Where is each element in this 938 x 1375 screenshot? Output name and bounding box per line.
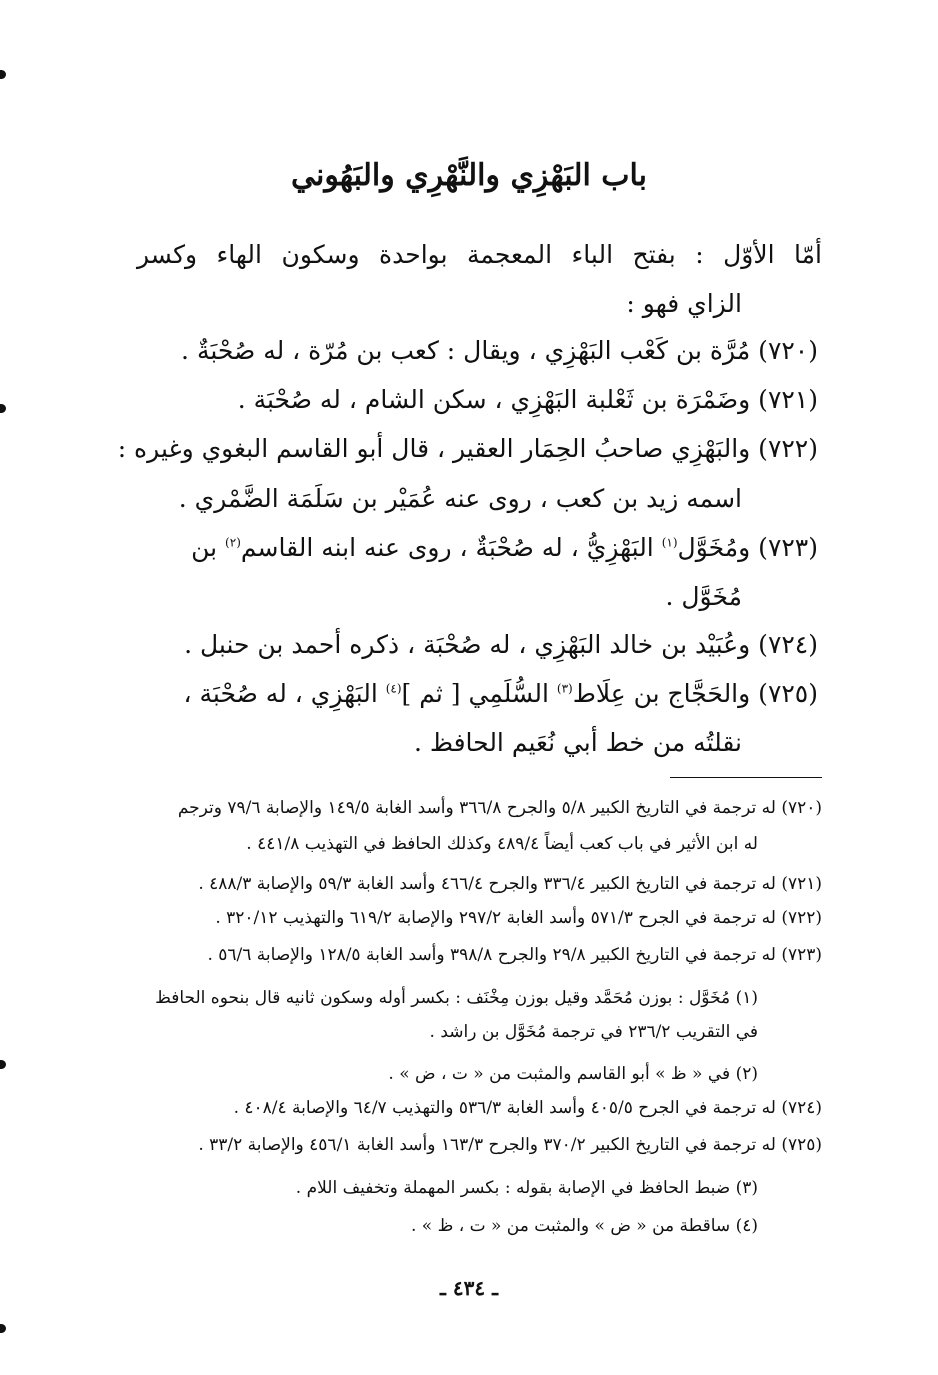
footnote-2	[388, 1062, 758, 1086]
footnote-text: له ترجمة في التاريخ الكبير ٢٩/٨ والجرح ٣٩٨/٨ وأسد الغابة ١٢٨/٥ والإصابة ٥٦/٦ .	[207, 945, 776, 965]
footnote-number: (٧٢٤)	[781, 1098, 822, 1118]
footnote-number: (٤)	[735, 1216, 758, 1236]
entry-continuation: اسمه زيد بن كعب ، روى عنه عُمَيْر بن سَلَمَة الضَّمْري .	[178, 484, 742, 513]
footnote-ref: (٤)	[385, 681, 402, 696]
footnote-number: (٧٢٢)	[781, 908, 822, 928]
entry-text: مُرَّة بن كَعْب البَهْزِي ، ويقال : كعب بن مُرّة ، له صُحْبَةٌ .	[181, 336, 751, 365]
footnote-text: مُخَوَّل : بوزن مُحَمَّد وقيل بوزن مِخْنَف : بكسر أوله وسكون ثانيه قال بنحوه الحافظ	[155, 988, 731, 1008]
entry-text: والبَهْزِي صاحبُ الحِمَار العقير ، قال أبو القاسم البغوي وغيره :	[117, 434, 751, 463]
chapter-title: باب البَهْزِي والنَّهْرِي والبَهُوني	[290, 158, 648, 193]
footnote-continuation: له ابن الأثير في باب كعب أيضاً ٤٨٩/٤ وكذلك الحافظ في التهذيب ٤٤١/٨ .	[246, 834, 758, 854]
intro-line: أمّا الأوّل : بفتح الباء المعجمة بواحدة وسكون الهاء وكسر	[137, 240, 822, 269]
entry-continuation: مُخَوَّل .	[665, 582, 742, 611]
binding-hole-mark	[0, 1060, 6, 1069]
footnote-number: (٧٢٠)	[781, 798, 822, 818]
footnote-text: له ترجمة في التاريخ الكبير ٣٣٦/٤ والجرح ٤٦٦/٤ وأسد الغابة ٥٩/٣ والإصابة ٤٨٨/٣ .	[198, 874, 776, 894]
entry-text: البَهْزِيُّ ، له صُحْبَةٌ ، روى عنه ابنه القاسم	[240, 533, 662, 562]
entry-number: (٧٢١)	[758, 385, 818, 414]
binding-hole-mark	[0, 70, 6, 79]
entry-721	[238, 383, 818, 417]
entry-text: والحَجَّاج بن عِلَاط	[572, 679, 751, 708]
entry-text: بن	[191, 533, 226, 562]
footnote-text: له ترجمة في التاريخ الكبير ٥/٨ والجرح ٣٦٦/٨ وأسد الغابة ١٤٩/٥ والإصابة ٧٩/٦ وترجم	[177, 798, 776, 818]
entry-number: (٧٢٢)	[758, 434, 818, 463]
footnote-1	[155, 986, 758, 1010]
entry-720	[181, 334, 818, 368]
footnote-text: ساقطة من « ض » والمثبت من « ت ، ظ » .	[410, 1216, 731, 1236]
entry-725	[184, 677, 818, 711]
binding-hole-mark	[0, 1324, 6, 1333]
footnote-number: (٧٢١)	[781, 874, 822, 894]
footnote-722	[215, 906, 822, 930]
entry-number: (٧٢٤)	[758, 630, 818, 659]
footnote-ref: (٢)	[225, 535, 241, 550]
entry-722	[118, 432, 818, 466]
footnote-text: ضبط الحافظ في الإصابة بقوله : بكسر المهملة وتخفيف اللام .	[295, 1178, 731, 1198]
footnote-text: له ترجمة في الجرح ٥٧١/٣ وأسد الغابة ٢٩٧/٢ والإصابة ٦١٩/٢ والتهذيب ٣٢٠/١٢ .	[215, 908, 776, 928]
entry-text: ومُخَوَّل	[677, 533, 751, 562]
footnote-number: (١)	[735, 988, 758, 1008]
entry-number: (٧٢٠)	[758, 336, 818, 365]
footnote-text: له ترجمة في الجرح ٤٠٥/٥ وأسد الغابة ٥٣٦/٣ والتهذيب ٦٤/٧ والإصابة ٤٠٨/٤ .	[233, 1098, 776, 1118]
entry-text: وعُبَيْد بن خالد البَهْزِي ، له صُحْبَة ، ذكره أحمد بن حنبل .	[184, 630, 751, 659]
footnote-number: (٧٢٣)	[781, 945, 822, 965]
footnote-ref: (١)	[661, 535, 678, 550]
entry-number: (٧٢٥)	[758, 679, 818, 708]
entry-text: وضَمْرَة بن ثَعْلبة البَهْزِي ، سكن الشام ، له صُحْبَة .	[237, 385, 751, 414]
footnote-continuation: في التقريب ٢٣٦/٢ في ترجمة مُخَوَّل بن راشد .	[429, 1022, 758, 1042]
entry-text: السُّلَمِي [ ثم ]	[401, 679, 557, 708]
footnote-720	[178, 796, 822, 820]
footnote-number: (٣)	[735, 1178, 758, 1198]
footnote-number: (٢)	[735, 1064, 758, 1084]
entry-724	[184, 628, 818, 662]
page-number: ـ ٤٣٤ ـ	[440, 1276, 498, 1300]
footnote-723	[207, 943, 822, 967]
entry-number: (٧٢٣)	[758, 533, 818, 562]
footnote-3	[296, 1176, 758, 1200]
footnote-4	[411, 1214, 758, 1238]
footnote-text: في « ظ » أبو القاسم والمثبت من « ت ، ض » .	[388, 1064, 731, 1084]
footnote-number: (٧٢٥)	[781, 1135, 822, 1155]
footnote-separator	[670, 777, 822, 778]
entry-continuation: نقلتُه من خط أبي نُعَيم الحافظ .	[413, 728, 742, 757]
intro-line: الزاي فهو :	[626, 289, 742, 318]
footnote-text: له ترجمة في التاريخ الكبير ٣٧٠/٢ والجرح ١٦٣/٣ وأسد الغابة ٤٥٦/١ والإصابة ٣٣/٢ .	[198, 1135, 776, 1155]
entry-text: البَهْزِي ، له صُحْبَة ،	[183, 679, 386, 708]
footnote-721	[198, 872, 822, 896]
entry-723	[191, 531, 818, 565]
footnote-725	[198, 1133, 822, 1157]
footnote-724	[234, 1096, 822, 1120]
footnote-ref: (٣)	[556, 681, 573, 696]
binding-hole-mark	[0, 404, 6, 413]
